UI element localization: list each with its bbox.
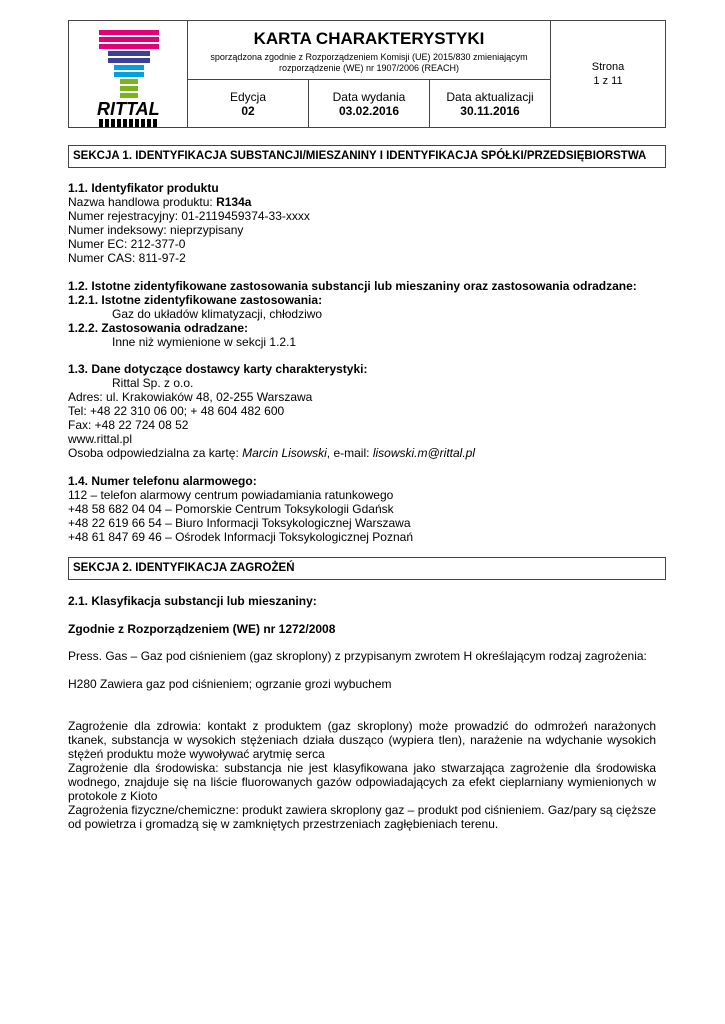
- update-date-label: Data aktualizacji: [446, 89, 534, 104]
- logo-bars: [99, 30, 159, 98]
- phone-line: +48 22 619 66 54 – Biuro Informacji Toksykologicznej Warszawa: [68, 516, 411, 530]
- trade-name-value: R134a: [216, 195, 252, 209]
- s121-heading: 1.2.1. Istotne zidentyfikowane zastosowania:: [68, 293, 323, 307]
- ec-number: Numer EC: 212-377-0: [68, 237, 186, 251]
- rittal-logo: [69, 21, 187, 127]
- document-subtitle-line2: rozporządzenie (WE) nr 1907/2006 (REACH): [278, 62, 460, 73]
- issue-date-cell: [309, 80, 430, 128]
- responsible-prefix: Osoba odpowiedzialna za kartę:: [68, 446, 243, 460]
- s122-heading: 1.2.2. Zastosowania odradzane:: [68, 321, 249, 335]
- logo-bar: [99, 30, 159, 35]
- s122-text: Inne niż wymienione w sekcji 1.2.1: [112, 335, 297, 349]
- page-cell: [551, 21, 666, 128]
- press-gas-text: Press. Gas – Gaz pod ciśnieniem (gaz skroplony) z przypisanym zwrotem H określającym rodzaj zagrożenia:: [68, 649, 647, 663]
- registration-number: Numer rejestracyjny: 01-2119459374-33-xxxx: [68, 209, 310, 223]
- s12-heading: 1.2. Istotne zidentyfikowane zastosowania substancji lub mieszaniny oraz zastosowania odradzane:: [68, 279, 637, 293]
- logo-stripes: [99, 119, 161, 127]
- logo-bar: [114, 72, 144, 77]
- document-subtitle-line1: sporządzona zgodnie z Rozporządzeniem Komisji (UE) 2015/830 zmieniającym: [210, 51, 528, 62]
- logo-bar: [120, 79, 138, 84]
- responsible-person: [68, 446, 475, 460]
- regulation-heading: Zgodnie z Rozporządzeniem (WE) nr 1272/2008: [68, 622, 336, 636]
- logo-bar: [108, 51, 150, 56]
- document-header: [68, 20, 666, 128]
- environment-hazard-text: Zagrożenie dla środowiska: substancja nie jest klasyfikowana jako stwarzająca zagrożenie dla środowiska wodnego, znajduje się na liście fluorowanych gazów odpowiadających za efekt cieplarniany wymienionych w protokole z Kioto: [68, 761, 656, 803]
- h280-statement: H280 Zawiera gaz pod ciśnieniem; ogrzanie grozi wybuchem: [68, 677, 392, 691]
- logo-bar: [99, 37, 159, 42]
- logo-bar: [120, 93, 138, 98]
- responsible-name: Marcin Lisowski: [242, 446, 327, 460]
- s14-heading: 1.4. Numer telefonu alarmowego:: [68, 474, 257, 488]
- update-date-cell: [430, 80, 551, 128]
- physical-hazard-text: Zagrożenia fizyczne/chemiczne: produkt zawiera skroplony gaz – produkt pod ciśnieniem. Gaz/pary są cięższe od powietrza i gromadzą się w zamkniętych przestrzeniach zagłębieniach terenu.: [68, 803, 656, 831]
- logo-wordmark: RITTAL: [97, 99, 160, 119]
- trade-name: [68, 195, 251, 209]
- phone-line: +48 61 847 69 46 – Ośrodek Informacji Toksykologicznej Poznań: [68, 530, 413, 544]
- title-cell: [188, 21, 551, 80]
- phone-line: +48 58 682 04 04 – Pomorskie Centrum Toksykologii Gdańsk: [68, 502, 394, 516]
- company-address: Adres: ul. Krakowiaków 48, 02-255 Warszawa: [68, 390, 313, 404]
- trade-name-label: Nazwa handlowa produktu:: [68, 195, 217, 209]
- index-number: Numer indeksowy: nieprzypisany: [68, 223, 244, 237]
- s13-heading: 1.3. Dane dotyczące dostawcy karty charakterystyki:: [68, 362, 368, 376]
- document-title: KARTA CHARAKTERYSTYKI: [253, 28, 485, 48]
- logo-bar: [114, 65, 144, 70]
- s21-heading: 2.1. Klasyfikacja substancji lub mieszaniny:: [68, 594, 317, 608]
- update-date-value: 30.11.2016: [460, 103, 520, 118]
- phone-line: 112 – telefon alarmowy centrum powiadamiania ratunkowego: [68, 488, 394, 502]
- edition-value: 02: [241, 103, 255, 118]
- health-hazard-text: Zagrożenie dla zdrowia: kontakt z produktem (gaz skroplony) może prowadzić do odmrożeń narażonych tkanek, substancja w wysokich stężeniach działa dusząco (wypiera tlen), narażenie na wdychanie wysokich stężeń produktu może wywoływać arytmię serca: [68, 719, 656, 761]
- issue-date-value: 03.02.2016: [338, 103, 400, 118]
- edition-cell: [188, 80, 309, 128]
- page-label: Strona: [591, 61, 625, 73]
- cas-number: Numer CAS: 811-97-2: [68, 251, 186, 265]
- company-name: Rittal Sp. z o.o.: [112, 376, 194, 390]
- section2-title: SEKCJA 2. IDENTYFIKACJA ZAGROŻEŃ: [68, 557, 666, 580]
- logo-cell: [69, 21, 188, 128]
- s121-text: Gaz do układów klimatyzacji, chłodziwo: [112, 307, 323, 321]
- section1-title: SEKCJA 1. IDENTYFIKACJA SUBSTANCJI/MIESZANINY I IDENTYFIKACJA SPÓŁKI/PRZEDSIĘBIORSTWA: [68, 145, 666, 168]
- company-tel: Tel: +48 22 310 06 00; + 48 604 482 600: [68, 404, 285, 418]
- company-fax: Fax: +48 22 724 08 52: [68, 418, 189, 432]
- issue-date-label: Data wydania: [332, 89, 406, 104]
- page-number: 1 z 11: [593, 75, 623, 87]
- s11-heading: 1.1. Identyfikator produktu: [68, 181, 219, 195]
- company-www: www.rittal.pl: [68, 432, 133, 446]
- edition-label: Edycja: [229, 89, 267, 104]
- logo-bar: [99, 44, 159, 49]
- responsible-email: lisowski.m@rittal.pl: [372, 446, 476, 460]
- logo-bar: [108, 58, 150, 63]
- responsible-mid: , e-mail:: [326, 446, 373, 460]
- logo-bar: [120, 86, 138, 91]
